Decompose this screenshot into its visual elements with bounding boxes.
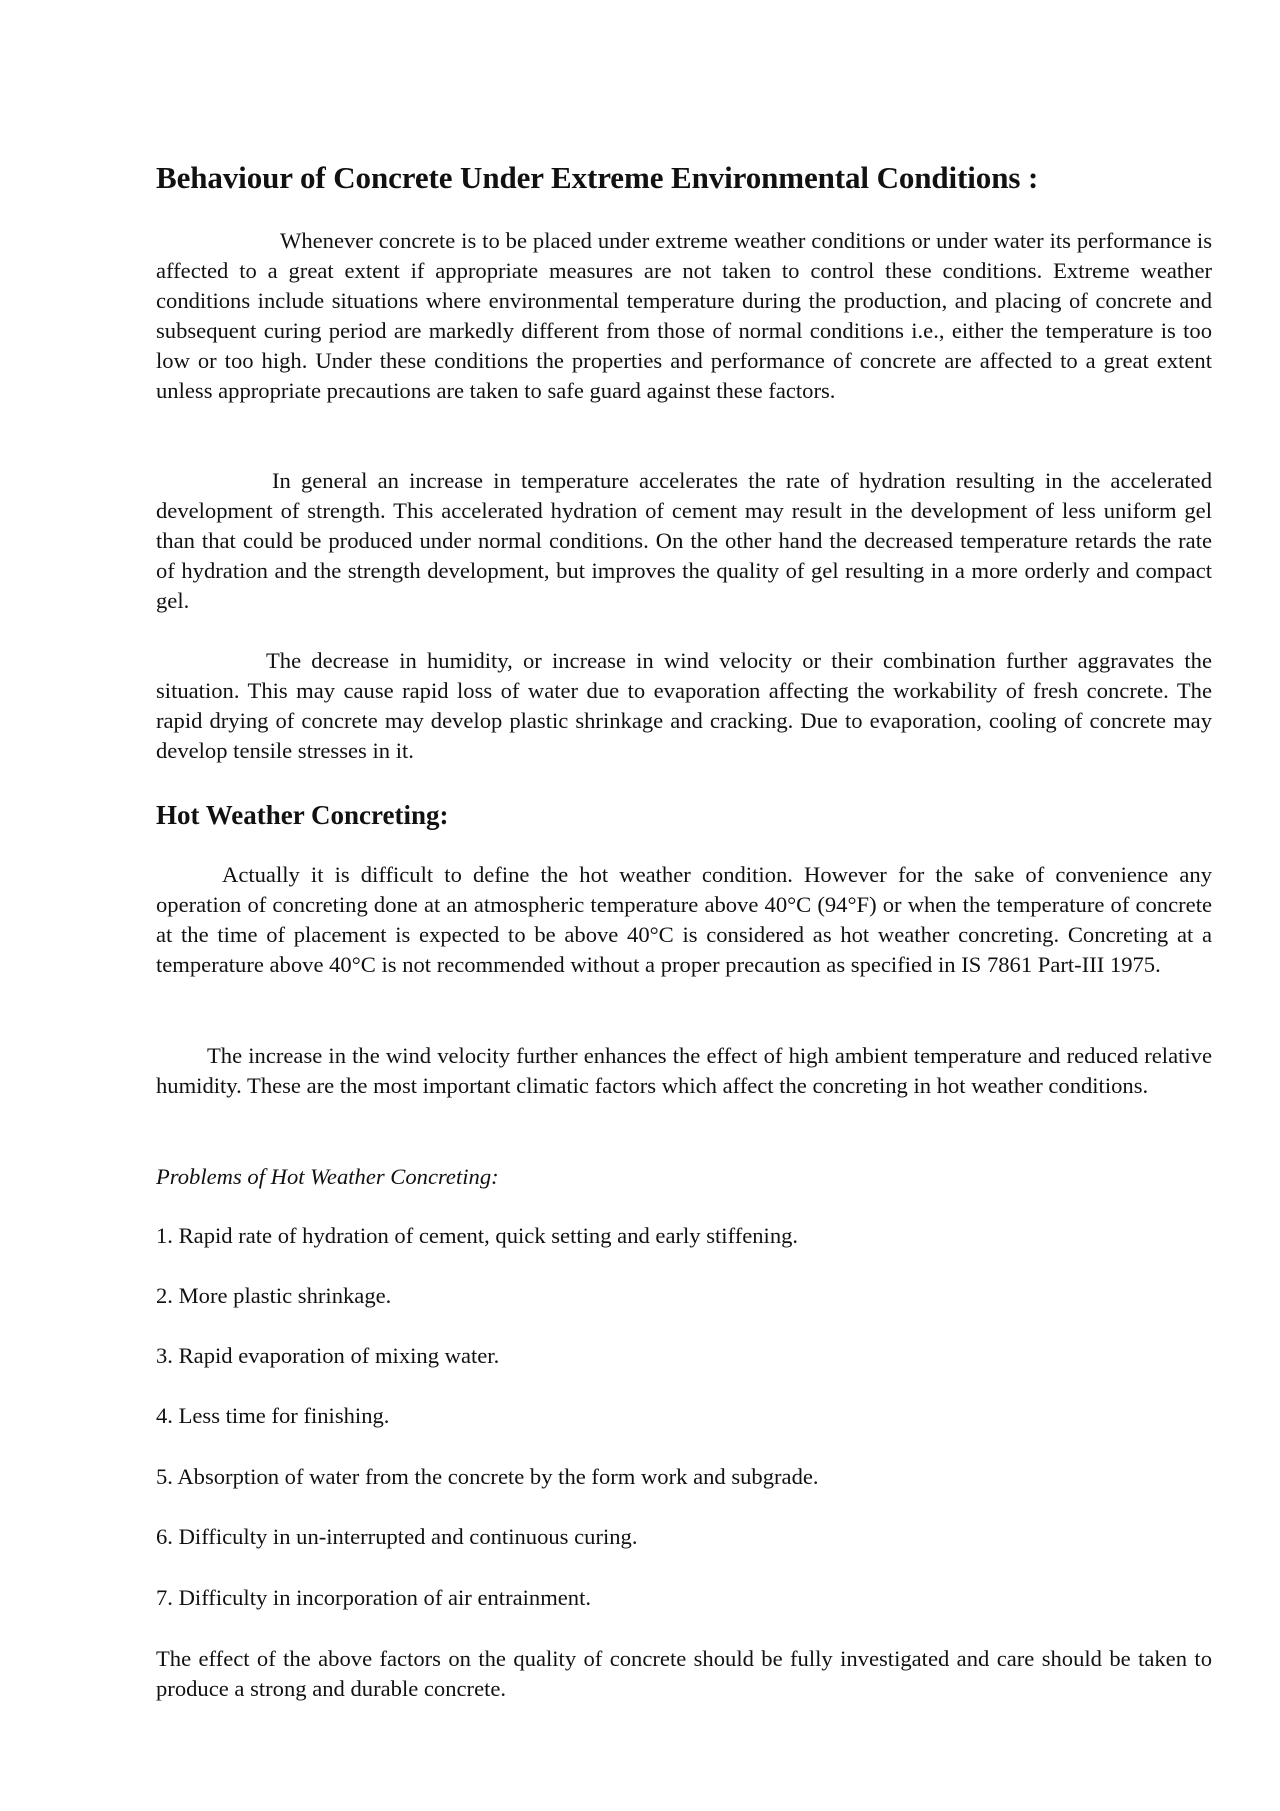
- list-item: 3. Rapid evaporation of mixing water.: [156, 1343, 500, 1368]
- intro-paragraph-1: Whenever concrete is to be placed under extreme weather conditions or under water its performance is affected to a great extent if appropriate measures are not taken to control these conditions. Extreme weather conditions include situations where environmental temperature during the production, and placing of concrete and subsequent curing period are markedly different from those of normal conditions i.e., either the temperature is too low or too high. Under these conditions the properties and performance of concrete are affected to a great extent unless appropriate precautions are taken to safe guard against these factors.: [156, 228, 1212, 403]
- intro-paragraph-3: The decrease in humidity, or increase in wind velocity or their combination further aggravates the situation. This may cause rapid loss of water due to evaporation affecting the workability of fresh concrete. The rapid drying of concrete may develop plastic shrinkage and cracking. Due to evaporation, cooling of concrete may develop tensile stresses in it.: [156, 648, 1212, 763]
- list-item: 6. Difficulty in un-interrupted and continuous curing.: [156, 1524, 638, 1549]
- hot-weather-paragraph-2: The increase in the wind velocity further enhances the effect of high ambient temperature and reduced relative humidity. These are the most important climatic factors which affect the concreting in hot weather conditions.: [156, 1043, 1212, 1098]
- list-item: 7. Difficulty in incorporation of air entrainment.: [156, 1585, 592, 1610]
- section-heading-hot-weather: Hot Weather Concreting:: [156, 800, 449, 830]
- list-item: 5. Absorption of water from the concrete by the form work and subgrade.: [156, 1464, 819, 1489]
- list-item: 4. Less time for finishing.: [156, 1403, 390, 1428]
- page-title: Behaviour of Concrete Under Extreme Environmental Conditions :: [156, 160, 1039, 195]
- list-item: 2. More plastic shrinkage.: [156, 1283, 392, 1308]
- conclusion-paragraph: The effect of the above factors on the quality of concrete should be fully investigated and care should be taken to produce a strong and durable concrete.: [156, 1646, 1212, 1701]
- list-item: 1. Rapid rate of hydration of cement, quick setting and early stiffening.: [156, 1223, 799, 1248]
- problems-subheading: Problems of Hot Weather Concreting:: [156, 1164, 499, 1189]
- intro-paragraph-2: In general an increase in temperature accelerates the rate of hydration resulting in the accelerated development of strength. This accelerated hydration of cement may result in the development of less uniform gel than that could be produced under normal conditions. On the other hand the decreased temperature retards the rate of hydration and the strength development, but improves the quality of gel resulting in a more orderly and compact gel.: [156, 468, 1212, 613]
- hot-weather-paragraph-1: Actually it is difficult to define the hot weather condition. However for the sake of convenience any operation of concreting done at an atmospheric temperature above 40°C (94°F) or when the temperature of concrete at the time of placement is expected to be above 40°C is considered as hot weather concreting. Concreting at a temperature above 40°C is not recommended without a proper precaution as specified in IS 7861 Part-III 1975.: [156, 862, 1212, 977]
